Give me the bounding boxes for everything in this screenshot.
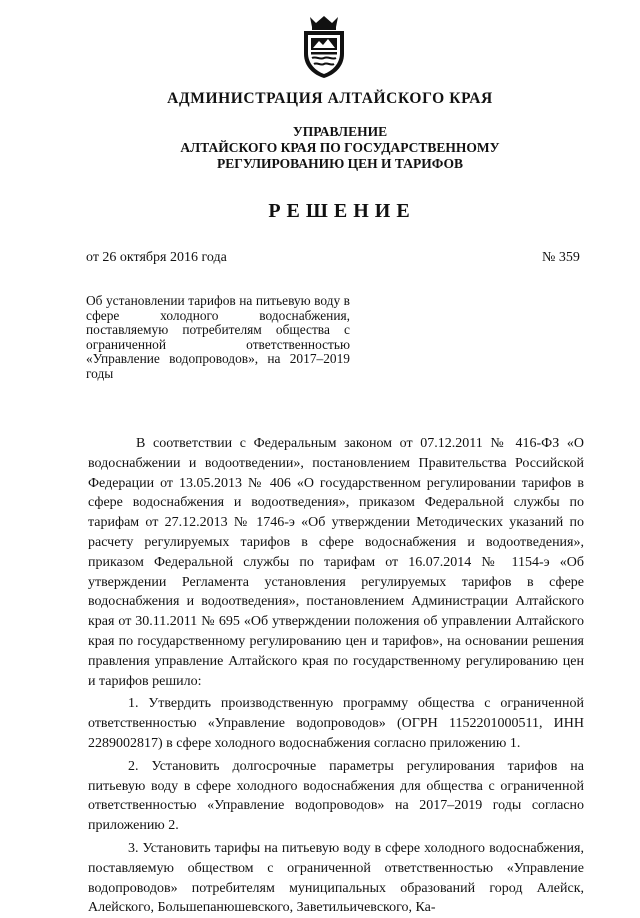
decision-item-1: 1. Утвердить производственную программу общества с ограниченной ответственностью «Управление водопроводов» (ОГРН 1152201000511, ИНН 2289002817) в сфере холодного водоснабжения согласно приложению 1. <box>88 696 584 751</box>
department-line: УПРАВЛЕНИЕ <box>292 124 388 139</box>
document-type-title: РЕШЕНИЕ <box>268 200 416 222</box>
department-line: АЛТАЙСКОГО КРАЯ ПО ГОСУДАРСТВЕННОМУ <box>180 140 500 155</box>
document-date: от 26 октября 2016 года <box>86 250 227 265</box>
preamble-paragraph: В соответствии с Федеральным законом от 07.12.2011 № 416-ФЗ «О водоснабжении и водоотведении», постановлением Правительства Российской Федерации от 13.05.2013 № 406 «О государственном регулировании тарифов в сфере водоснабжения и водоотведения», приказом Федеральной службы по тарифам от 27.12.2013 № 1746-э «Об утверждении Методических указаний по расчету регулируемых тарифов в сфере водоснабжения и водоотведения», приказом Федеральной службы по тарифам от 16.07.2014 № 1154-э «Об утверждении Регламента установления регулируемых тарифов в сфере водоснабжения и водоотведения», постановлением Администрации Алтайского края от 30.11.2011 № 695 «Об утверждении положения об управлении Алтайского края по государственному регулированию цен и тарифов», на основании решения правления управление Алтайского края по государственному регулированию цен и тарифов решило: <box>88 436 584 689</box>
document-subject: Об установлении тарифов на питьевую воду в сфере холодного водоснабжения, поставляемую потребителям общества с ограниченной ответственностью «Управление водопроводов», на 2017–2019 годы <box>86 293 350 381</box>
department-heading <box>0 124 640 172</box>
decision-item-3: 3. Установить тарифы на питьевую воду в сфере холодного водоснабжения, поставляемую обществом с ограниченной ответственностью «Управление водопроводов» потребителям муниципальных образований город Алейск, Алейского, Большепанюшевского, Заветильичевского, Ка- <box>88 840 584 916</box>
document-number: № 359 <box>542 250 580 265</box>
decision-item-2: 2. Установить долгосрочные параметры регулирования тарифов на питьевую воду в сфере холодного водоснабжения для общества с ограниченной ответственностью «Управление водопроводов» на 2017–2019 годы согласно приложению 2. <box>88 758 584 834</box>
department-line: РЕГУЛИРОВАНИЮ ЦЕН И ТАРИФОВ <box>216 156 464 171</box>
administration-heading: АДМИНИСТРАЦИЯ АЛТАЙСКОГО КРАЯ <box>167 90 493 107</box>
document-body <box>88 434 584 918</box>
coat-of-arms-emblem-icon <box>298 14 350 80</box>
